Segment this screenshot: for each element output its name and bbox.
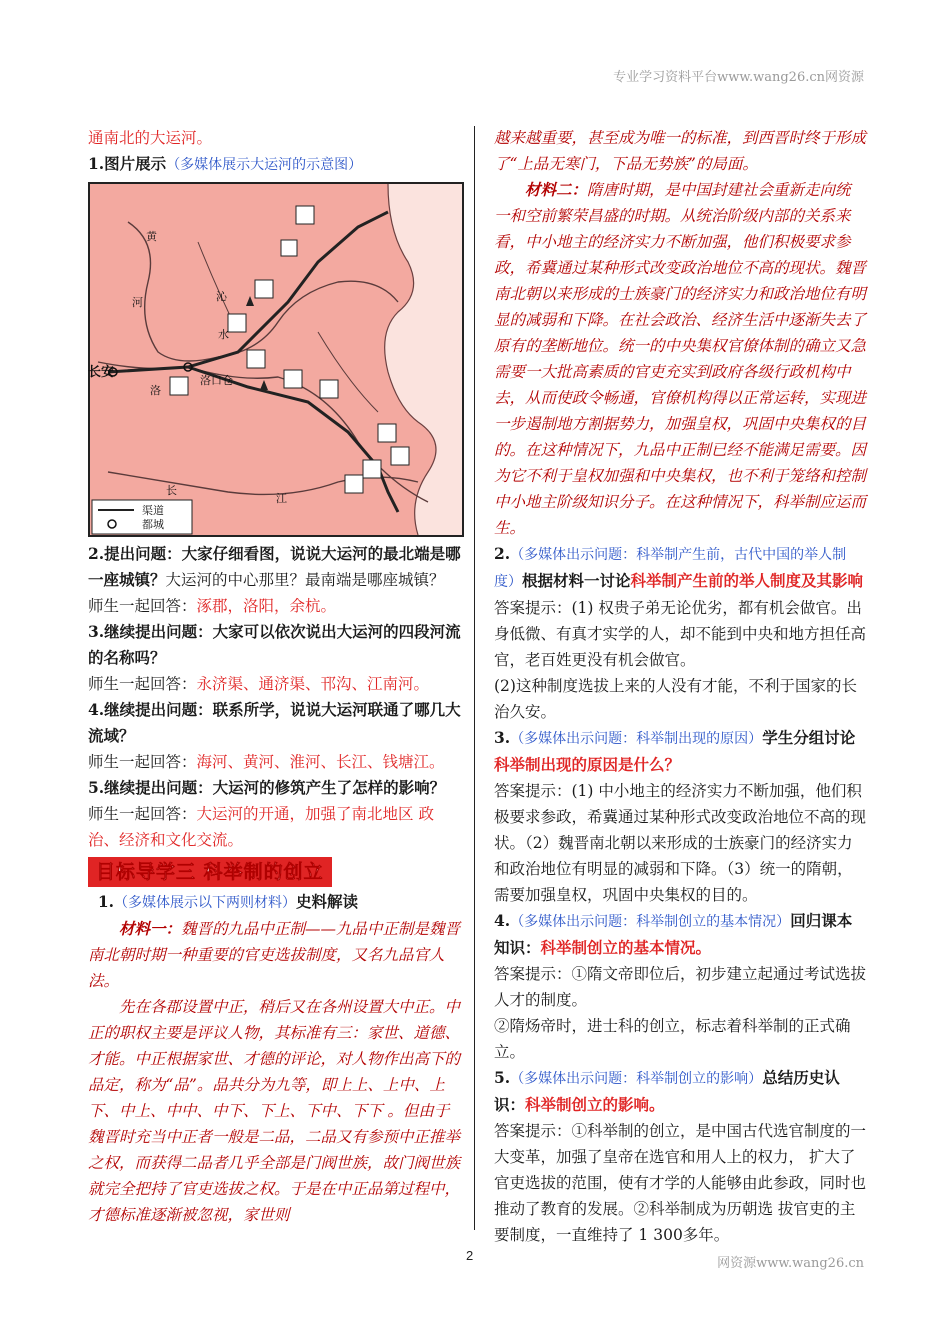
material-one-p2: 先在各郡设置中正，稍后又在各州设置大中正。中正的职权主要是评议人物，其标准有三：家世、道德、才能。中正根据家世、才德的评论，对人物作出高下的品定，称为“品”。品共分为九等，即上上、上中、上下、中上、中中、中下、下上、下中、下下 。但由于魏晋时充当中正者一般是二品，二品又有参预中正推举之权，而获得二品者几乎全部是门阀世族，故门阀世族就完全把持了官吏选拔之权。于是在中正品第过程中，才德标准逐渐被忽视，家世则 bbox=[88, 998, 461, 1224]
map-label-he: 河 bbox=[132, 296, 143, 309]
p2-answer-2: (2)这种制度选拔上来的人没有才能，不利于国家的长治久安。 bbox=[494, 677, 857, 721]
legend-canal: 渠道 bbox=[142, 504, 164, 517]
p2-question: 2.（多媒体出示问题：科举制产生前，古代中国的举人制度）根据材料一讨论科举制产生前的举人制度及其影响 bbox=[494, 544, 864, 590]
s1-line: 1.（多媒体展示以下两则材料）史料解读 bbox=[97, 892, 359, 911]
q1-line bbox=[88, 151, 464, 178]
q5-text: 5.继续提出问题：大运河的修筑产生了怎样的影响？ bbox=[88, 778, 446, 797]
q5-answer: 师生一起回答：大运河的开通，加强了南北地区 政治、经济和文化交流。 bbox=[88, 805, 434, 849]
legend-capital: 都城 bbox=[142, 518, 164, 531]
q2-text: 2.提出问题：大家仔细看图，说说大运河的最北端是哪一座城镇？大运河的中心那里？最南端是哪座城镇？ bbox=[88, 544, 461, 589]
left-column bbox=[88, 125, 464, 1228]
p2-answer-1: 答案提示：(1) 权贵子弟无论优劣，都有机会做官。出身低微、有真才实学的人，却不能到中央和地方担任高官，老百姓更没有机会做官。 bbox=[494, 599, 867, 669]
map-label-yellow: 黄 bbox=[146, 230, 157, 243]
map-label-jiang: 江 bbox=[276, 492, 287, 505]
q1-label: 1.图片展示 bbox=[88, 154, 167, 173]
p4-answer-1: 答案提示：①隋文帝即位后，初步建立起通过考试选拔人才的制度。 bbox=[494, 965, 867, 1009]
grand-canal-map bbox=[88, 182, 464, 537]
p5-question: 5.（多媒体出示问题：科举制创立的影响）总结历史认识：科举制创立的影响。 bbox=[494, 1068, 840, 1114]
intro-line: 通南北的大运河。 bbox=[88, 129, 213, 147]
map-label-shui: 水 bbox=[218, 328, 229, 341]
material-one-p1: 材料一：魏晋的九品中正制——九品中正制是魏晋南北朝时期一种重要的官吏选拔制度，又名九品官人法。 bbox=[88, 919, 461, 990]
page-header: 专业学习资料平台www.wang26.cn网资源 bbox=[613, 70, 864, 85]
p5-answer: 答案提示：①科举制的创立，是中国古代选官制度的一大变革，加强了皇帝在选官和用人上的权力， 扩大了官吏选拔的范围，使有才学的人能够由此参政，同时也推动了教育的发展。②科举制成为历朝选 拔官吏的主要制度，一直维持了 1 300多年。 bbox=[494, 1122, 867, 1244]
map-label-qin: 沁 bbox=[216, 290, 227, 303]
section-title: 目标导学三 科举制的创立 bbox=[88, 857, 332, 887]
q4-answer: 师生一起回答：海河、黄河、淮河、长江、钱塘江。 bbox=[88, 753, 445, 771]
column-divider bbox=[474, 126, 475, 1230]
map-label-chang: 长 bbox=[166, 484, 177, 497]
q4-text: 4.继续提出问题：联系所学，说说大运河联通了哪几大流域？ bbox=[88, 700, 461, 745]
map-label-luokoucang: 洛口仓 bbox=[200, 374, 233, 387]
q3-text: 3.继续提出问题：大家可以依次说出大运河的四段河流的名称吗？ bbox=[88, 622, 461, 667]
p3-question: 3.（多媒体出示问题：科举制出现的原因）学生分组讨论科举制出现的原因是什么？ bbox=[494, 728, 856, 774]
material-two: 材料二：隋唐时期，是中国封建社会重新走向统一和空前繁荣昌盛的时期。从统治阶级内部的关系来看，中小地主的经济实力不断加强，他们积极要求参政，希冀通过某种形式改变政治地位不高的现状。魏晋南北朝以来形成的士族豪门的经济实力和政治地位有明显的减弱和下降。在社会政治、经济生活中逐渐失去了原有的垄断地位。统一的中央集权官僚体制的确立又急需要一大批高素质的官吏充实到政府各级行政机构中去，从而使政令畅通，官僚机构得以正常运转，实现进一步遏制地方割据势力，加强皇权，巩固中央集权的目的。在这种情况下，九品中正制已经不能满足需要。因为它不利于皇权加强和中央集权，也不利于笼络和控制中小地主阶级知识分子。在这种情况下，科举制应运而生。 bbox=[494, 180, 867, 537]
map-label-luo: 洛 bbox=[150, 384, 161, 397]
right-column bbox=[494, 125, 866, 1248]
q2-answer: 师生一起回答：涿郡，洛阳，余杭。 bbox=[88, 597, 337, 615]
p4-answer-2: ②隋炀帝时，进士科的创立，标志着科举制的正式确立。 bbox=[494, 1017, 851, 1061]
p4-question: 4.（多媒体出示问题：科举制创立的基本情况）回归课本知识：科举制创立的基本情况。 bbox=[494, 911, 853, 957]
p3-answer: 答案提示：(1) 中小地主的经济实力不断加强，他们积极要求参政，希冀通过某种形式改变政治地位不高的现状。（2）魏晋南北朝以来形成的士族豪门的经济实力和政治地位有明显的减弱和下降。（3）统一的隋朝，需要加强皇权，巩固中央集权的目的。 bbox=[494, 782, 867, 904]
map-label-changan: 长安 bbox=[88, 365, 115, 380]
material-one-cont: 越来越重要，甚至成为唯一的标准，到西晋时终于形成了“上品无寒门，下品无势族”的局面。 bbox=[494, 129, 867, 173]
q1-note: （多媒体展示大运河的示意图） bbox=[166, 157, 363, 173]
page-footer: 网资源www.wang26.cn bbox=[717, 1256, 864, 1271]
q3-answer: 师生一起回答：永济渠、通济渠、邗沟、江南河。 bbox=[88, 675, 430, 693]
page-number: 2 bbox=[466, 1248, 474, 1263]
